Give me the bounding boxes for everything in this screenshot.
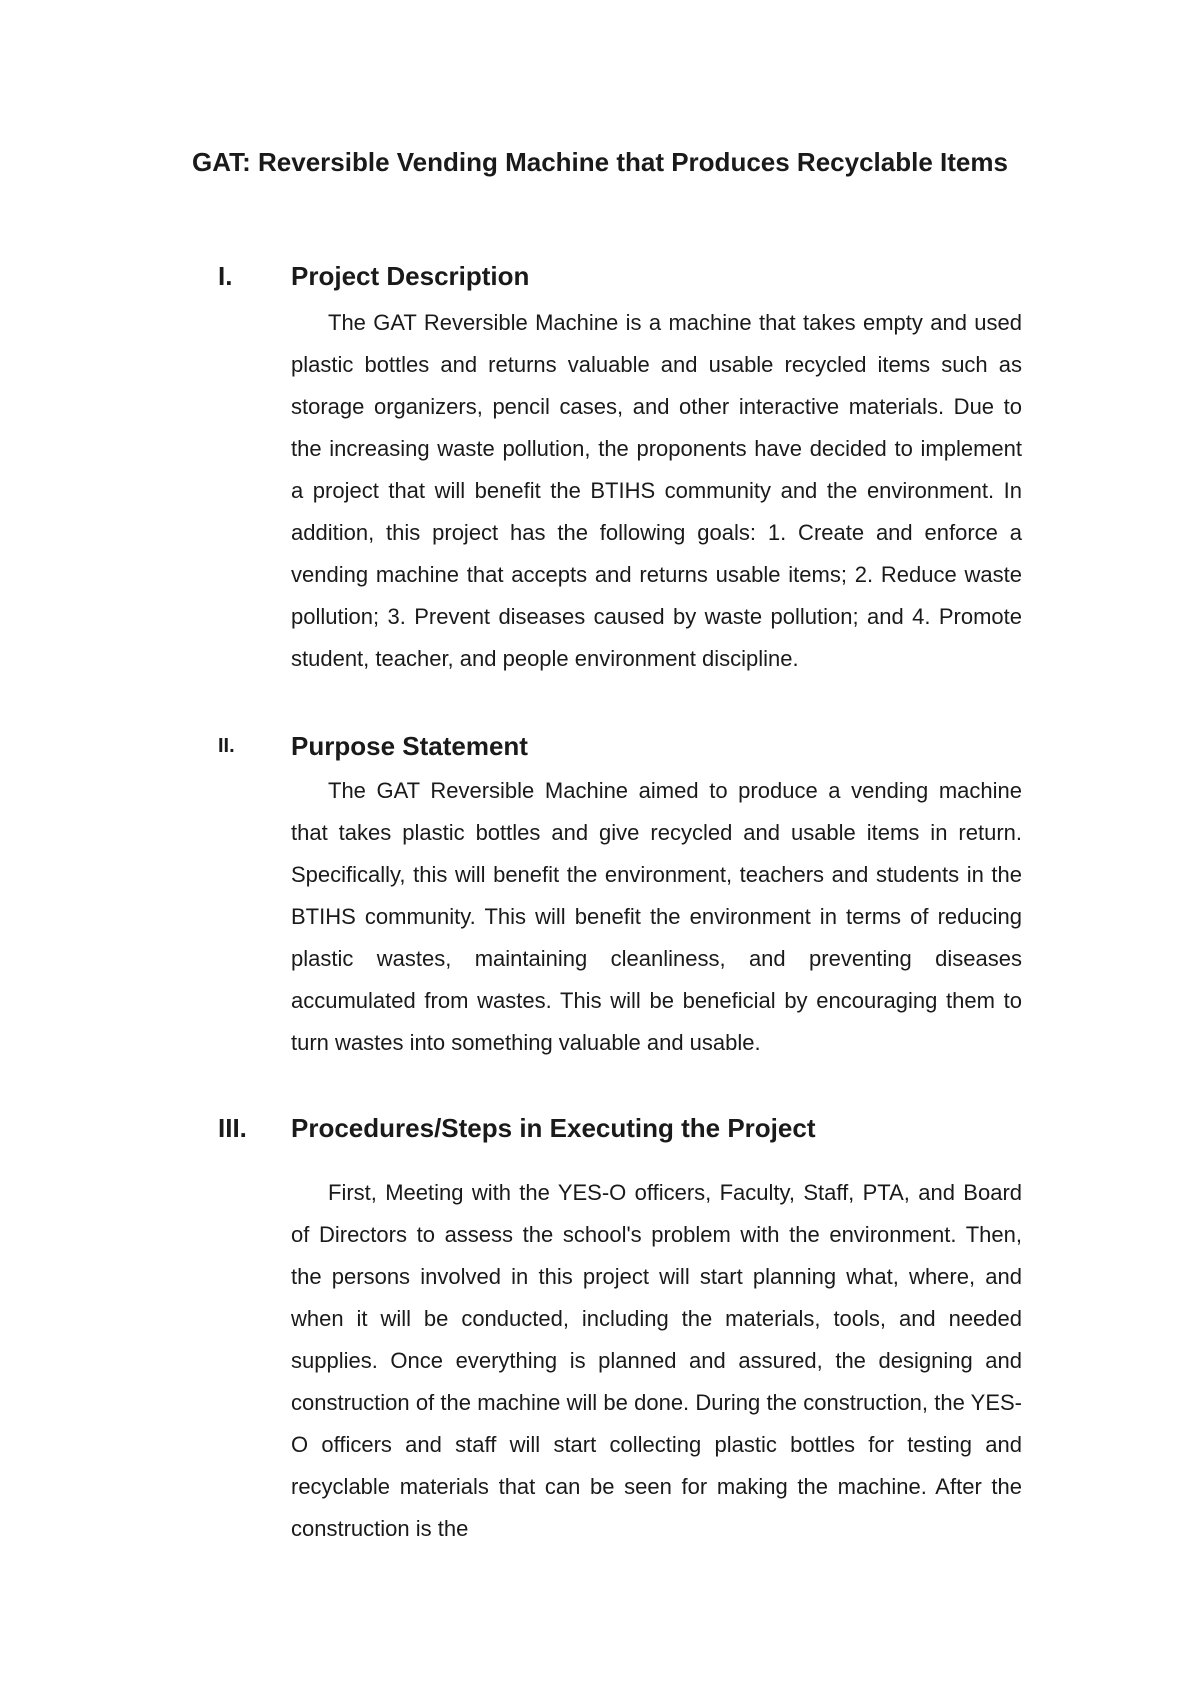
- section-paragraph-purpose-statement: The GAT Reversible Machine aimed to produce a vending machine that takes plastic bottles and give recycled and usable items in return. Specifically, this will benefit the environment, teachers and students in the BTIHS community. This will benefit the environment in terms of reducing plastic wastes, maintaining cleanliness, and preventing diseases accumulated from wastes. This will be beneficial by encouraging them to turn wastes into something valuable and usable.: [291, 778, 1022, 1055]
- section-number: III.: [218, 1113, 247, 1143]
- section-paragraph-procedures: First, Meeting with the YES-O officers, Faculty, Staff, PTA, and Board of Directors to assess the school's problem with the environment. Then, the persons involved in this project will start planning what, where, and when it will be conducted, including the materials, tools, and needed supplies. Once everything is planned and assured, the designing and construction of the machine will be done. During the construction, the YES-O officers and staff will start collecting plastic bottles for testing and recyclable materials that can be seen for making the machine. After the construction is the: [291, 1180, 1022, 1541]
- section-number: II.: [218, 735, 235, 757]
- section-title: Project Description: [291, 261, 530, 291]
- section-title: Purpose Statement: [291, 731, 528, 761]
- document-title: GAT: Reversible Vending Machine that Produces Recyclable Items: [192, 147, 1008, 177]
- section-number: I.: [218, 261, 233, 291]
- section-title: Procedures/Steps in Executing the Project: [291, 1113, 816, 1143]
- section-paragraph-project-description: The GAT Reversible Machine is a machine that takes empty and used plastic bottles and returns valuable and usable recycled items such as storage organizers, pencil cases, and other interactive materials. Due to the increasing waste pollution, the proponents have decided to implement a project that will benefit the BTIHS community and the environment. In addition, this project has the following goals: 1. Create and enforce a vending machine that accepts and returns usable items; 2. Reduce waste pollution; 3. Prevent diseases caused by waste pollution; and 4. Promote student, teacher, and people environment discipline.: [291, 310, 1022, 671]
